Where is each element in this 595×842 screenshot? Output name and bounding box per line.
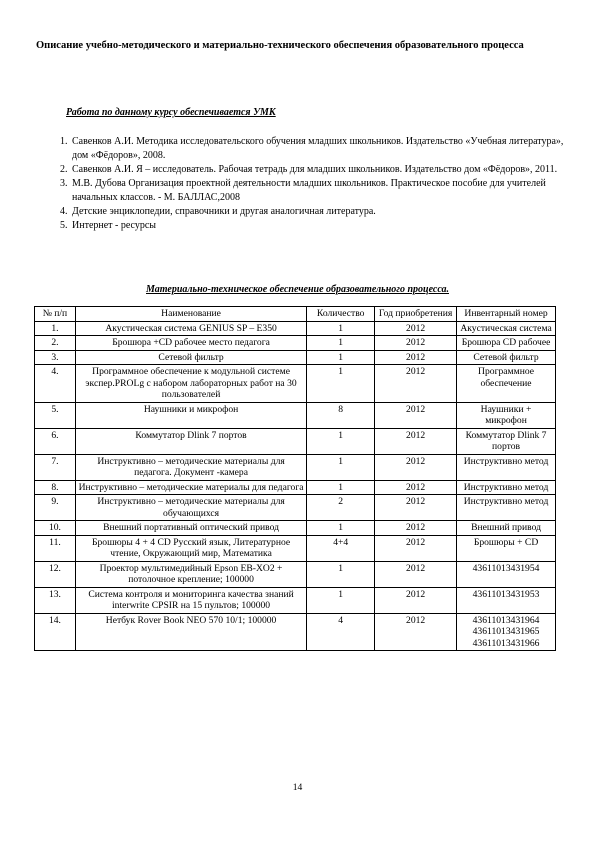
table-body	[35, 321, 556, 651]
cell-inventory: Внешний привод	[457, 521, 556, 536]
reference-item: 3. М.В. Дубова Организация проектной деятельности младших школьников. Практическое пособие для учителей начальных классов. - М. БАЛЛАС,2008	[70, 177, 575, 205]
cell-year: 2012	[375, 321, 457, 336]
cell-year: 2012	[375, 336, 457, 351]
cell-year: 2012	[375, 480, 457, 495]
table-row	[35, 402, 556, 428]
cell-number: 9.	[35, 495, 76, 521]
reference-item: 2. Савенков А.И. Я – исследователь. Рабочая тетрадь для младших школьников. Издательство дом «Фёдоров», 2011.	[70, 163, 575, 177]
table-row	[35, 350, 556, 365]
cell-number: 8.	[35, 480, 76, 495]
table-row	[35, 613, 556, 651]
cell-quantity: 1	[307, 321, 375, 336]
cell-inventory: Инструктивно метод	[457, 480, 556, 495]
cell-number: 4.	[35, 365, 76, 403]
table-row	[35, 587, 556, 613]
cell-name: Брошюры 4 + 4 CD Русский язык, Литературное чтение, Окружающий мир, Математика	[75, 535, 306, 561]
cell-inventory: Инструктивно метод	[457, 454, 556, 480]
cell-quantity: 1	[307, 336, 375, 351]
cell-inventory: Брошюра CD рабочее	[457, 336, 556, 351]
cell-year: 2012	[375, 350, 457, 365]
cell-name: Проектор мультимедийный Epson EB-XO2 + потолочное крепление; 100000	[75, 561, 306, 587]
cell-number: 11.	[35, 535, 76, 561]
header-year: Год приобретения	[375, 307, 457, 322]
cell-quantity: 1	[307, 480, 375, 495]
cell-name: Наушники и микрофон	[75, 402, 306, 428]
cell-name: Инструктивно – методические материалы для педагога	[75, 480, 306, 495]
cell-quantity: 1	[307, 561, 375, 587]
cell-inventory: Сетевой фильтр	[457, 350, 556, 365]
cell-quantity: 8	[307, 402, 375, 428]
cell-name: Программное обеспечение к модульной системе экспер.PROLg с набором лабораторных работ на 30 пользователей	[75, 365, 306, 403]
cell-name: Инструктивно – методические материалы для педагога. Документ -камера	[75, 454, 306, 480]
cell-name: Система контроля и мониторинга качества знаний interwrite CPSIR на 15 пультов; 100000	[75, 587, 306, 613]
table-row	[35, 428, 556, 454]
table-row	[35, 495, 556, 521]
table-row	[35, 480, 556, 495]
reference-list	[48, 135, 575, 233]
cell-number: 2.	[35, 336, 76, 351]
cell-quantity: 1	[307, 454, 375, 480]
cell-number: 5.	[35, 402, 76, 428]
cell-name: Сетевой фильтр	[75, 350, 306, 365]
cell-name: Нетбук Rover Book NEO 570 10/1; 100000	[75, 613, 306, 651]
equipment-table	[34, 306, 556, 651]
cell-number: 12.	[35, 561, 76, 587]
cell-inventory: 43611013431954	[457, 561, 556, 587]
table-row	[35, 521, 556, 536]
cell-quantity: 1	[307, 428, 375, 454]
cell-quantity: 1	[307, 365, 375, 403]
cell-inventory: 43611013431964 43611013431965 43611013431966	[457, 613, 556, 651]
table-row	[35, 365, 556, 403]
page-number: 14	[292, 782, 303, 793]
cell-year: 2012	[375, 428, 457, 454]
table-row	[35, 454, 556, 480]
table-row	[35, 535, 556, 561]
cell-quantity: 1	[307, 587, 375, 613]
cell-number: 13.	[35, 587, 76, 613]
cell-year: 2012	[375, 613, 457, 651]
cell-number: 6.	[35, 428, 76, 454]
cell-name: Коммутатор Dlink 7 портов	[75, 428, 306, 454]
cell-inventory: Брошюры + CD	[457, 535, 556, 561]
cell-number: 7.	[35, 454, 76, 480]
cell-name: Инструктивно – методические материалы для обучающихся	[75, 495, 306, 521]
cell-inventory: Программное обеспечение	[457, 365, 556, 403]
cell-inventory: Инструктивно метод	[457, 495, 556, 521]
header-inventory: Инвентарный номер	[457, 307, 556, 322]
cell-inventory: Акустическая система	[457, 321, 556, 336]
cell-inventory: Наушники + микрофон	[457, 402, 556, 428]
cell-quantity: 1	[307, 521, 375, 536]
table-caption: Материально-техническое обеспечение образовательного процесса.	[146, 284, 449, 295]
umk-heading: Работа по данному курсу обеспечивается УМК	[66, 107, 276, 118]
reference-item: 1. Савенков А.И. Методика исследовательского обучения младших школьников. Издательство «Учебная литература», дом «Фёдоров», 2008.	[70, 135, 575, 163]
cell-quantity: 4	[307, 613, 375, 651]
cell-number: 1.	[35, 321, 76, 336]
cell-name: Внешний портативный оптический привод	[75, 521, 306, 536]
cell-quantity: 2	[307, 495, 375, 521]
table-header-row	[35, 307, 556, 322]
cell-number: 3.	[35, 350, 76, 365]
cell-year: 2012	[375, 495, 457, 521]
header-name: Наименование	[75, 307, 306, 322]
cell-year: 2012	[375, 454, 457, 480]
cell-year: 2012	[375, 561, 457, 587]
cell-year: 2012	[375, 521, 457, 536]
cell-quantity: 1	[307, 350, 375, 365]
table-row	[35, 336, 556, 351]
cell-name: Акустическая система GENIUS SP – E350	[75, 321, 306, 336]
cell-year: 2012	[375, 365, 457, 403]
header-quantity: Количество	[307, 307, 375, 322]
cell-year: 2012	[375, 535, 457, 561]
reference-item: 4. Детские энциклопедии, справочники и другая аналогичная литература.	[70, 205, 575, 219]
cell-year: 2012	[375, 587, 457, 613]
cell-name: Брошюра +CD рабочее место педагога	[75, 336, 306, 351]
cell-quantity: 4+4	[307, 535, 375, 561]
reference-item: 5. Интернет - ресурсы	[70, 219, 575, 233]
cell-number: 14.	[35, 613, 76, 651]
document-title: Описание учебно-методического и материально-технического обеспечения образовательного процесса	[36, 40, 524, 51]
cell-number: 10.	[35, 521, 76, 536]
cell-inventory: Коммутатор Dlink 7 портов	[457, 428, 556, 454]
cell-year: 2012	[375, 402, 457, 428]
cell-inventory: 43611013431953	[457, 587, 556, 613]
header-number: № п/п	[35, 307, 76, 322]
table-row	[35, 561, 556, 587]
table-row	[35, 321, 556, 336]
